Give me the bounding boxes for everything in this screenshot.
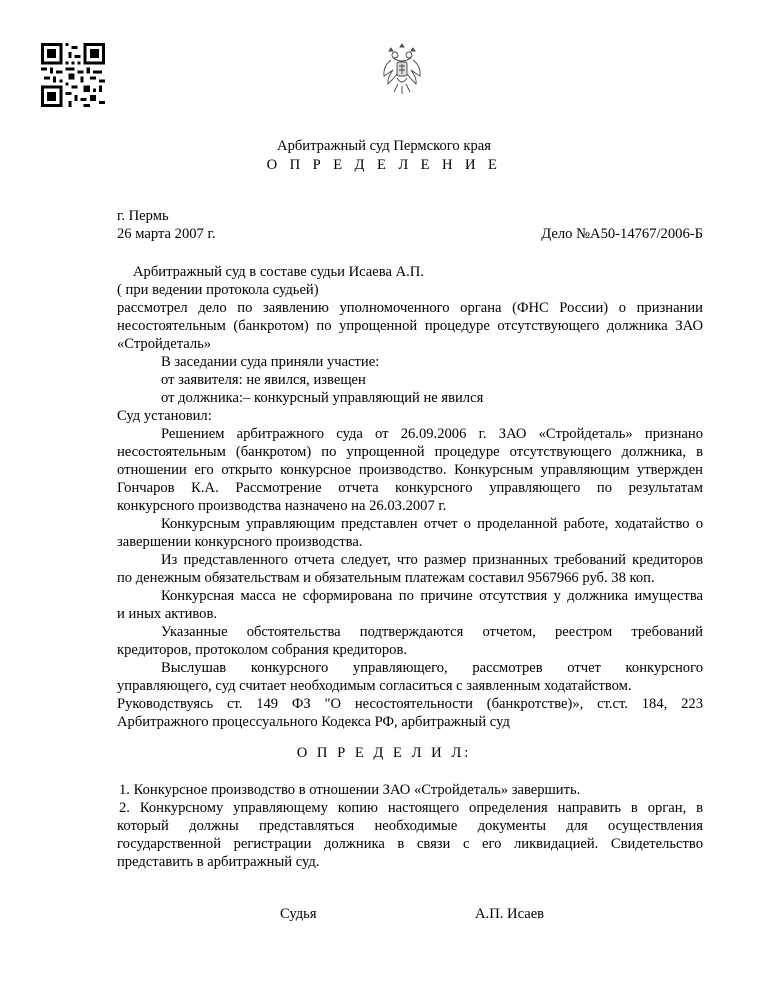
ruling-line: представить в арбитражный суд.	[117, 854, 320, 870]
body-line: Суд установил:	[117, 408, 212, 424]
qr-code	[41, 43, 105, 107]
body-line: по денежным обязательствам и обязательным платежам составил 9567966 руб. 38 коп.	[117, 570, 655, 586]
document-date: 26 марта 2007 г.	[117, 226, 216, 242]
body-line: Конкурсным управляющим представлен отчет о проделанной работе, ходатайство о	[161, 516, 703, 532]
ruling-item: 2. Конкурсному управляющему копию настоящего определения направить в орган, в	[119, 800, 703, 816]
body-line: Выслушав конкурсного управляющего, рассмотрев отчет конкурсного	[161, 660, 703, 676]
body-line: Указанные обстоятельства подтверждаются отчетом, реестром требований	[161, 624, 703, 640]
body-line: Гончаров К.А. Рассмотрение отчета конкурсного управляющего по результатам	[117, 480, 703, 496]
body-line: Из представленного отчета следует, что размер признанных требований кредиторов	[161, 552, 703, 568]
ruling-item: 1. Конкурсное производство в отношении ЗАО «Стройдеталь» завершить.	[119, 782, 581, 798]
body-line: несостоятельным (банкротом) по упрощенной процедуре отсутствующего должника ЗАО	[117, 318, 703, 334]
ruling-line: который должны представляться необходимые документы для осуществления	[117, 818, 703, 834]
document-type-title: О П Р Е Д Е Л Е Н И Е	[266, 157, 502, 173]
ruling-heading: О П Р Е Д Е Л И Л:	[296, 745, 472, 761]
body-line: рассмотрел дело по заявлению уполномоченного органа (ФНС России) о признании	[117, 300, 703, 316]
body-line: «Стройдеталь»	[117, 336, 212, 352]
body-line: кредиторов, протоколом собрания кредиторов.	[117, 642, 407, 658]
body-line: от заявителя: не явился, извещен	[161, 372, 366, 388]
body-line: несостоятельным (банкротом) по упрощенной процедуре отсутствующего должника, в	[117, 444, 703, 460]
body-line: Арбитражного процессуального Кодекса РФ, арбитражный суд	[117, 714, 510, 730]
body-line: конкурсного производства назначено на 26.03.2007 г.	[117, 498, 447, 514]
ruling-line: государственной регистрации должника в связи с его ликвидацией. Свидетельство	[117, 836, 703, 852]
signature-name: А.П. Исаев	[475, 906, 545, 922]
body-line: завершении конкурсного производства.	[117, 534, 363, 550]
body-line: отношении его открыто конкурсное производство. Конкурсным управляющим утвержден	[117, 462, 703, 478]
body-line: Арбитражный суд в составе судьи Исаева А.П.	[133, 264, 424, 280]
body-line: и иных активов.	[117, 606, 218, 622]
city: г. Пермь	[117, 208, 169, 224]
body-line: управляющего, суд считает необходимым согласиться с заявленным ходатайством.	[117, 678, 632, 694]
body-line: ( при ведении протокола судьей)	[117, 282, 319, 298]
body-line: Руководствуясь ст. 149 ФЗ "О несостоятельности (банкротстве)», ст.ст. 184, 223	[117, 696, 703, 712]
body-line: Конкурсная масса не сформирована по причине отсутствия у должника имущества	[161, 588, 703, 604]
coat-of-arms-emblem	[381, 40, 423, 98]
body-line: Решением арбитражного суда от 26.09.2006 г. ЗАО «Стройдеталь» признано	[161, 426, 703, 442]
case-number: Дело №А50-14767/2006-Б	[541, 226, 703, 242]
body-line: от должника:– конкурсный управляющий не явился	[161, 390, 484, 406]
signature-role: Судья	[280, 906, 317, 922]
court-name: Арбитражный суд Пермского края	[277, 138, 491, 154]
body-line: В заседании суда приняли участие:	[161, 354, 380, 370]
